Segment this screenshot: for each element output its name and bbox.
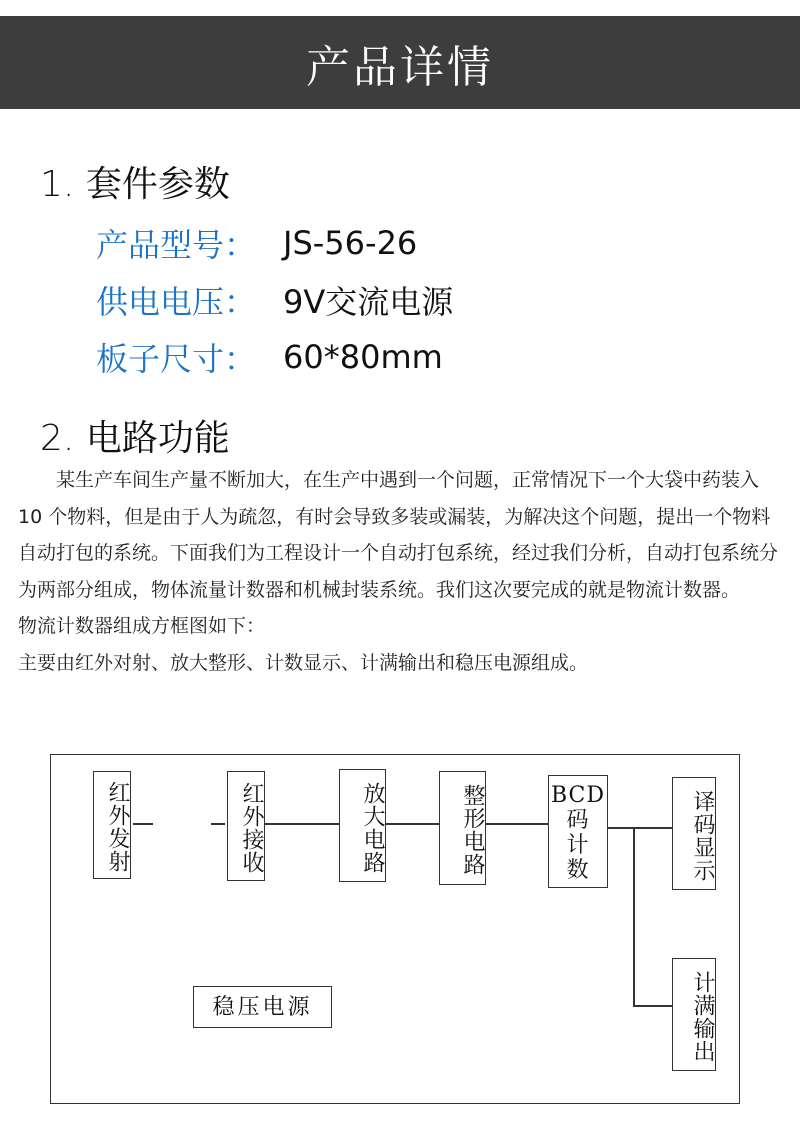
block-voltage-regulator: 稳压电源 [193,986,332,1028]
connector-line [133,823,153,825]
block-decoder-display: 译码显示 [672,777,716,890]
block-bcd-counter [548,775,608,888]
connector-line [486,823,548,825]
section-number: 2. [40,418,75,459]
paragraph-summary: 主要由红外对射、放大整形、计数显示、计满输出和稳压电源组成。 [18,651,589,674]
param-row-model [96,214,453,271]
section-title: 套件参数 [85,164,230,205]
bcd-label: 码 [566,807,590,833]
block-ir-receiver: 红外接收 [227,771,265,881]
connector-line [386,823,439,825]
section-heading-kit-params [40,156,230,207]
bcd-label: BCD [550,782,606,808]
connector-line [265,823,339,825]
page-title: 产品详情 [306,41,494,93]
paragraph-intro: 某生产车间生产量不断加大，在生产中遇到一个问题，正常情况下一个大袋中药装入 10 个物料，但是由于人为疏忽，有时会导致多装或漏装，为解决这个问题，提出一个物料自动打包的系统。下面我们为工程设计一个自动打包系统，经过我们分析，自动打包系统分为两部分组成，物体流量计数器和机械封装系统。我们这次要完成的就是物流计数器。 [18,469,779,601]
param-value: 60*80mm [283,337,443,376]
description [18,462,778,681]
param-row-board-size [96,328,453,385]
bcd-label: 计 [566,832,590,858]
block-amplifier: 放大电路 [339,769,386,882]
bcd-label: 数 [566,857,590,883]
block-full-output: 计满输出 [672,958,716,1071]
block-diagram [50,754,740,1104]
block-shaper: 整形电路 [439,771,486,885]
param-label: 产品型号： [96,225,257,264]
param-row-voltage [96,271,453,328]
connector-line [633,827,635,1005]
connector-line [211,823,225,825]
connector-line [633,1005,673,1007]
section-heading-circuit-function [40,410,230,461]
connector-line [608,827,672,829]
param-label: 供电电压： [96,282,257,321]
paragraph-diagram-caption: 物流计数器组成方框图如下： [18,615,266,637]
section-title: 电路功能 [85,418,230,459]
block-ir-transmitter: 红外发射 [93,771,131,879]
param-value: JS-56-26 [283,223,418,262]
section-number: 1. [40,164,75,205]
param-list [96,214,453,385]
param-label: 板子尺寸： [96,339,257,378]
header-banner [0,16,800,109]
param-value: 9V交流电源 [283,282,454,321]
